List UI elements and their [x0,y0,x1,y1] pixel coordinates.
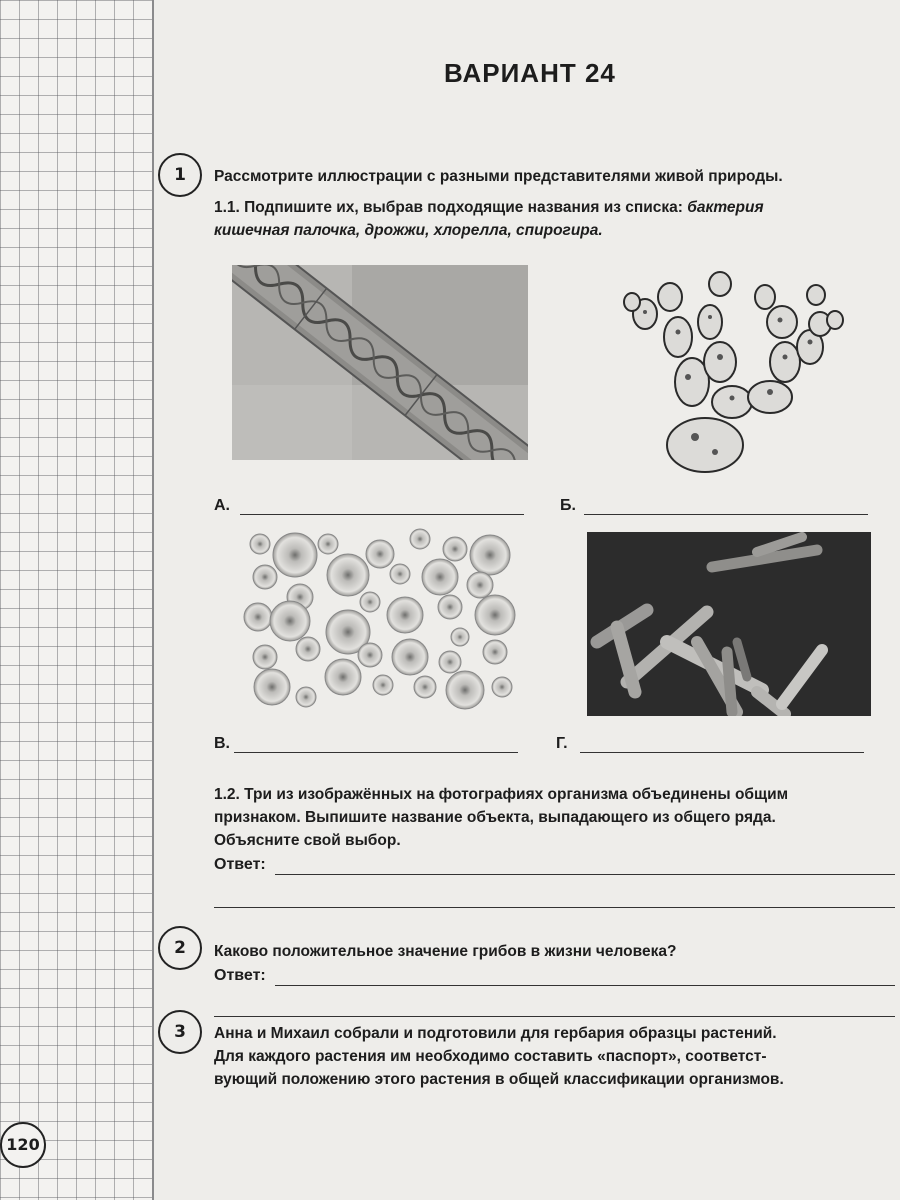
question-3-number: 3 [158,1010,202,1054]
label-a: А. [214,497,230,514]
question-1-text: Рассмотрите иллюстрации с разными представителями живой природы. [214,168,783,185]
label-v: В. [214,735,230,752]
question-2-number: 2 [158,926,202,970]
question-2-text: Каково положительное значение грибов в жизни человека? [214,943,677,960]
answer-line-b[interactable] [584,514,868,515]
species-list-rest: кишечная палочка, дрожжи, хлорелла, спирогира. [214,222,603,239]
question-1-number: 1 [158,153,202,197]
answer-line-1-2b[interactable] [214,907,895,908]
question-3-line3: вующий положению этого растения в общей классификации организмов. [214,1071,784,1088]
answer-line-2b[interactable] [214,1016,895,1017]
answer-label-2: Ответ: [214,967,266,984]
question-3-line1: Анна и Михаил собрали и подготовили для гербария образцы растений. [214,1025,777,1042]
answer-line-2a[interactable] [275,985,895,986]
answer-line-v[interactable] [234,752,518,753]
image-a-spirogyra [232,265,528,460]
question-1-1-text [214,196,894,219]
question-1-1-lead: 1.1. Подпишите их, выбрав подходящие названия из списка: [214,199,683,216]
answer-line-g[interactable] [580,752,864,753]
image-v-chlorella [240,527,525,722]
image-b-yeast [620,262,850,477]
variant-title: ВАРИАНТ 24 [444,58,616,88]
answer-line-1-2a[interactable] [275,874,895,875]
page-number: 120 [0,1122,46,1168]
grid-margin [0,0,154,1200]
question-1-2-line1: 1.2. Три из изображённых на фотографиях организма объединены общим [214,786,789,803]
species-list-first: бактерия [687,199,764,216]
image-g-ecoli [587,532,871,716]
answer-line-a[interactable] [240,514,524,515]
question-1-2-line2: признаком. Выпишите название объекта, выпадающего из общего ряда. [214,809,776,826]
answer-label-1: Ответ: [214,856,266,873]
question-1-2-line3: Объясните свой выбор. [214,832,401,849]
question-3-line2: Для каждого растения им необходимо составить «паспорт», соответст- [214,1048,767,1065]
label-g: Г. [556,735,568,752]
label-b: Б. [560,497,576,514]
